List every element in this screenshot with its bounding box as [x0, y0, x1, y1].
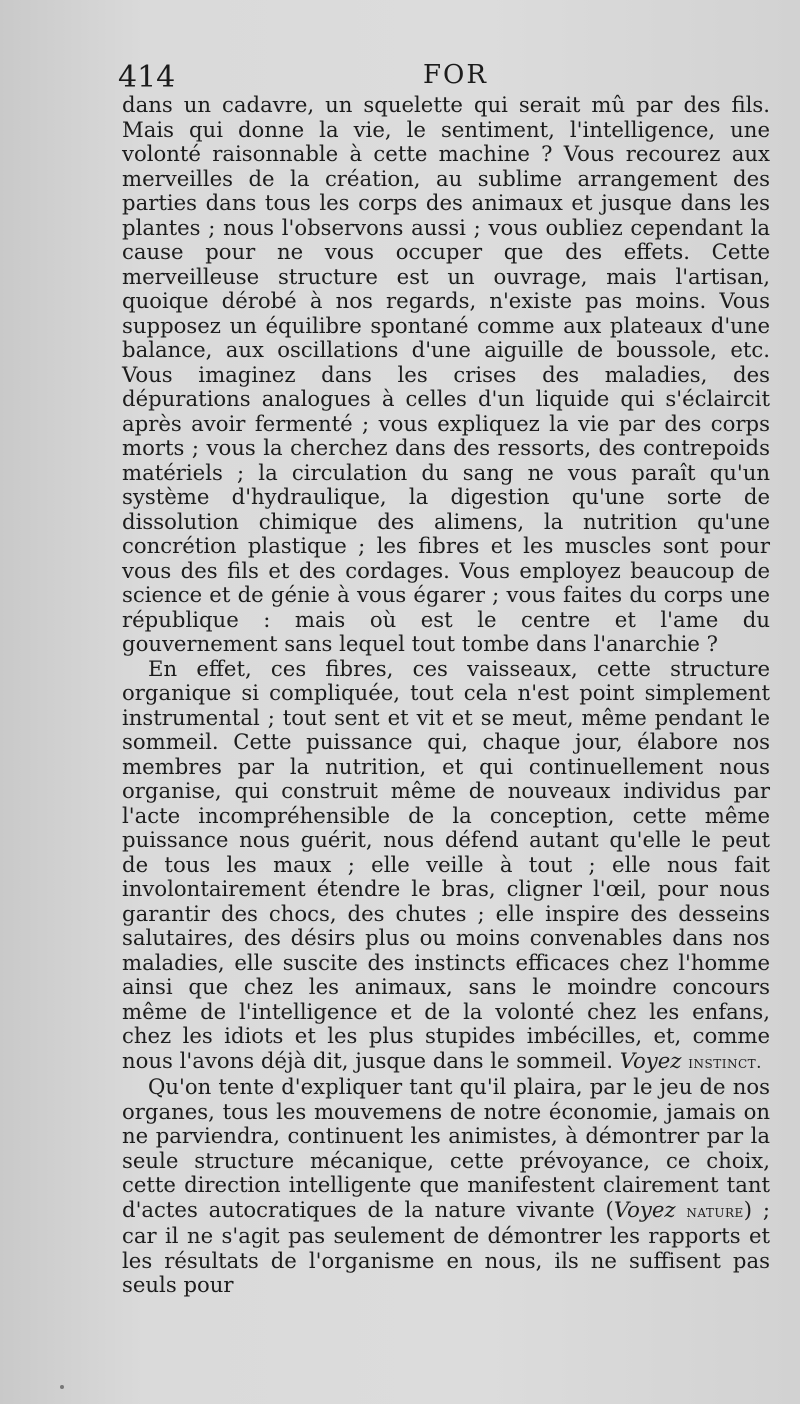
cross-reference-instinct: instinct. — [688, 1052, 763, 1073]
page-number: 414 — [118, 60, 176, 95]
speck — [60, 1385, 64, 1389]
paragraph-2 — [122, 657, 770, 1076]
body-text — [122, 93, 770, 1298]
paragraph-3-text-after: ) ; car il ne s'agit pas seulement de démontrer les rapports et les résultats de l'organisme en nous, ils ne suffisent pas seuls pour — [122, 1196, 771, 1297]
cross-reference-voyez: Voyez — [619, 1047, 682, 1073]
running-head: FOR — [423, 60, 488, 90]
cross-reference-nature: nature — [686, 1201, 744, 1222]
paragraph-1: dans un cadavre, un squelette qui serait mû par des fils. Mais qui donne la vie, le sentiment, l'intelligence, une volonté raisonnable à cette machine ? Vous recourez aux merveilles de la création, au sublime arrangement des parties dans tous les corps des animaux et jusque dans les plantes ; nous l'observons aussi ; vous oubliez cependant la cause pour ne vous occuper que des effets. Cette merveilleuse structure est un ouvrage, mais l'artisan, quoique dérobé à nos regards, n'existe pas moins. Vous supposez un équilibre spontané comme aux plateaux d'une balance, aux oscillations d'une aiguille de boussole, etc. Vous imaginez dans les crises des maladies, des dépurations analogues à celles d'un liquide qui s'éclaircit après avoir fermenté ; vous expliquez la vie par des corps morts ; vous la cherchez dans des ressorts, des contrepoids matériels ; la circulation du sang ne vous paraît qu'un système d'hydraulique, la digestion qu'une sorte de dissolution chimique des alimens, la nutrition qu'une concrétion plastique ; les fibres et les muscles sont pour vous des fils et des cordages. Vous employez beaucoup de science et de génie à vous égarer ; vous faites du corps une république : mais où est le centre et l'ame du gouvernement sans lequel tout tombe dans l'anarchie ? — [122, 92, 770, 656]
page-header — [118, 60, 770, 94]
paragraph-2-text: En effet, ces fibres, ces vaisseaux, cette structure organique si compliquée, tout cela n'est point simplement instrumental ; tout sent et vit et se meut, même pendant le sommeil. Cette puissance qui, chaque jour, élabore nos membres par la nutrition, et qui continuellement nous organise, qui construit même de nouveaux individus par l'acte incompréhensible de la conception, cette même puissance nous guérit, nous défend autant qu'elle le peut de tous les maux ; elle veille à tout ; elle nous fait involontairement étendre le bras, cligner l'œil, pour nous garantir des chocs, des chutes ; elle inspire des desseins salutaires, des désirs plus ou moins convenables dans nos maladies, elle suscite des instincts efficaces chez l'homme ainsi que chez les animaux, sans le moindre concours même de l'intelligence et de la volonté chez les enfans, chez les idiots et les plus stupides imbécilles, et, comme nous l'avons déjà dit, jusque dans le sommeil. — [122, 655, 770, 1073]
paragraph-3-text-before: Qu'on tente d'expliquer tant qu'il plaira, par le jeu de nos organes, tous les mouvemens de notre économie, jamais on ne parviendra, continuent les animistes, à démontrer par la seule structure mécanique, cette prévoyance, ce choix, cette direction intelligente que manifestent clairement tant d'actes autocratiques de la nature vivante ( — [122, 1074, 770, 1222]
cross-reference-voyez-2: Voyez — [613, 1196, 676, 1222]
paragraph-3 — [122, 1075, 770, 1298]
